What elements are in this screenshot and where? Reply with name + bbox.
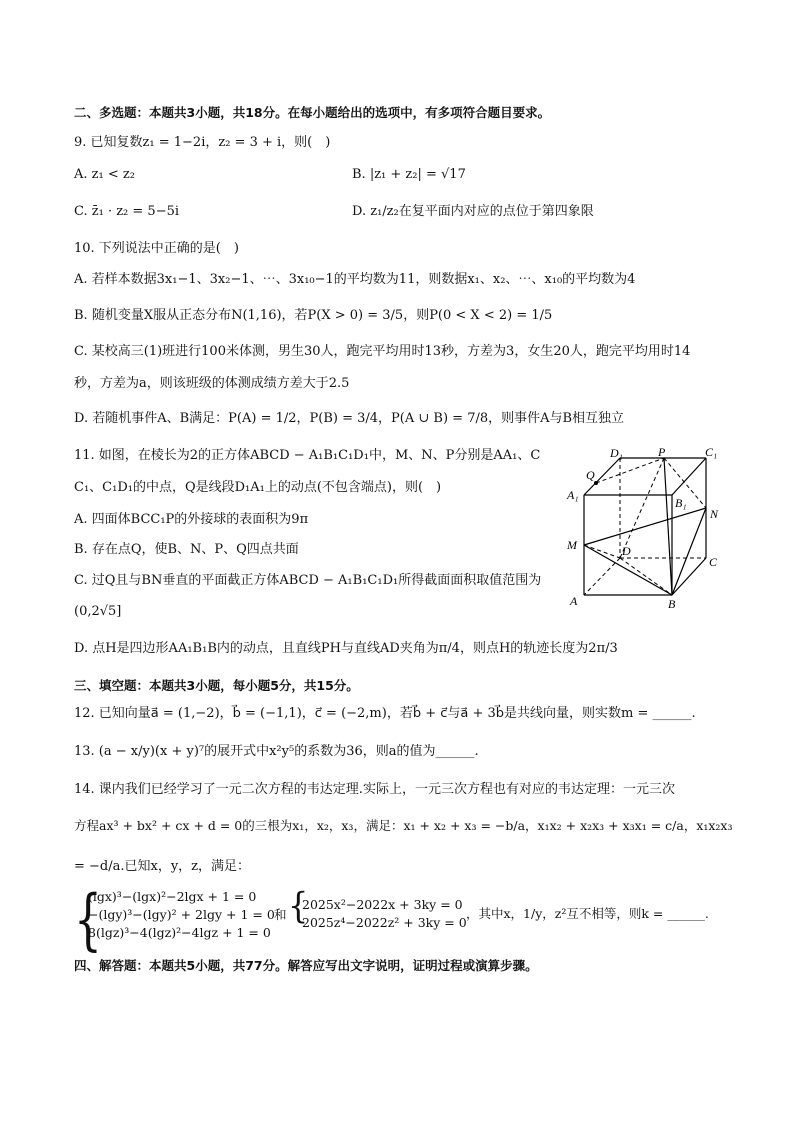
- label-a: A: [570, 594, 578, 608]
- q9-option-a: A. z₁ < z₂: [74, 167, 135, 182]
- q11-stem-line1: 11. 如图，在棱长为2的正方体ABCD − A₁B₁C₁D₁中，M、N、P分别是AA₁、C: [74, 448, 541, 463]
- q9-option-d: D. z₁/z₂在复平面内对应的点位于第四象限: [352, 204, 594, 219]
- section-3-header: 三、填空题：本题共3小题，每小题5分，共15分。: [74, 678, 359, 693]
- q14-equation-system: { (lgx)³−(lgx)²−2lgx + 1 = 0 −(lgy)³−(lgy)² + 2lgy + 1 = 0 8(lgz)³−4(lgz)²−4lgz + 1 = 0 和 { 2025x²−2022x + 3ky = 0 2025z⁴−2022z² + 3ky = 0 ，其中x，1/y，z²互不相等，则k = ______.: [74, 882, 709, 959]
- q11-option-d: D. 点H是四边形AA₁B₁B内的动点，且直线PH与直线AD夹角为π/4，则点H的轨迹长度为2π/3: [74, 641, 618, 656]
- label-b1: B₁: [675, 496, 687, 510]
- q10-option-d: D. 若随机事件A、B满足：P(A) = 1/2，P(B) = 3/4，P(A ∪ B) = 7/8，则事件A与B相互独立: [74, 411, 625, 426]
- q9-stem: 9. 已知复数z₁ = 1−2i，z₂ = 3 + i，则( ): [74, 135, 331, 150]
- q14-line1: 14. 课内我们已经学习了一元二次方程的韦达定理.实际上，一元三次方程也有对应的韦达定理：一元三次: [74, 782, 675, 797]
- q11-stem-line2: C₁、C₁D₁的中点，Q是线段D₁A₁上的动点(不包含端点)，则( ): [74, 480, 442, 495]
- q14-line3: = −d/a.已知x，y，z，满足：: [74, 859, 251, 874]
- system1-eq1: (lgx)³−(lgx)²−2lgx + 1 = 0: [88, 889, 257, 904]
- q11-option-b: B. 存在点Q，使B、N、P、Q四点共面: [74, 542, 299, 557]
- q13-text: 13. (a − x/y)(x + y)⁷的展开式中x²y⁵的系数为36，则a的值为______.: [74, 744, 479, 759]
- q10-stem: 10. 下列说法中正确的是( ): [74, 241, 239, 256]
- q12-text: 12. 已知向量a⃗ = (1,−2)，b⃗ = (−1,1)，c⃗ = (−2,m)，若b⃗ + c⃗与a⃗ + 3b⃗是共线向量，则实数m = ______.: [74, 706, 696, 721]
- q14-tail: ，其中x，1/y，z²互不相等，则k = ______.: [466, 906, 709, 921]
- q11-option-c-line1: C. 过Q且与BN垂直的平面截正方体ABCD − A₁B₁C₁D₁所得截面面积取值范围为: [74, 573, 542, 588]
- system2-eq1: 2025x²−2022x + 3ky = 0: [302, 897, 463, 912]
- q9-option-b: B. |z₁ + z₂| = √17: [352, 167, 466, 182]
- q10-option-a: A. 若样本数据3x₁−1、3x₂−1、⋯、3x₁₀−1的平均数为11，则数据x₁、x₂、⋯、x₁₀的平均数为4: [74, 272, 636, 287]
- q10-option-b: B. 随机变量X服从正态分布N(1,16)，若P(X > 0) = 3/5，则P(0 < X < 2) = 1/5: [74, 308, 553, 323]
- q14-line2: 方程ax³ + bx² + cx + d = 0的三根为x₁，x₂，x₃，满足：x₁ + x₂ + x₃ = −b/a，x₁x₂ + x₂x₃ + x₃x₁ = c/a，x₁x₂x₃: [74, 818, 733, 833]
- label-c1: C₁: [705, 445, 718, 459]
- label-d1: D₁: [610, 446, 623, 460]
- section-2-header: 二、多选题：本题共3小题，共18分。在每小题给出的选项中，有多项符合题目要求。: [74, 105, 551, 120]
- section-4-header: 四、解答题：本题共5小题，共77分。解答应写出文字说明，证明过程或演算步骤。: [74, 958, 538, 973]
- label-n: N: [710, 507, 719, 521]
- label-p: P: [658, 445, 666, 459]
- cube-figure: [560, 445, 730, 615]
- q9-option-c: C. z̄₁ · z₂ = 5−5i: [74, 204, 180, 219]
- label-c: C: [709, 555, 718, 569]
- system2-eq2: 2025z⁴−2022z² + 3ky = 0: [302, 915, 467, 930]
- q10-option-c-line2: 秒，方差为a，则该班级的体测成绩方差大于2.5: [74, 376, 350, 391]
- label-q: Q: [586, 468, 595, 482]
- label-m: M: [567, 538, 577, 552]
- q10-option-c-line1: C. 某校高三(1)班进行100米体测，男生30人，跑完平均用时13秒，方差为3，女生20人，跑完平均用时14: [74, 344, 691, 359]
- system1-eq3: 8(lgz)³−4(lgz)²−4lgz + 1 = 0: [88, 925, 271, 940]
- and-word: 和: [274, 907, 287, 922]
- system1-eq2: −(lgy)³−(lgy)² + 2lgy + 1 = 0: [88, 907, 275, 922]
- label-a1: A₁: [567, 488, 579, 502]
- q11-option-c-line2: (0,2√5]: [74, 604, 122, 619]
- q11-option-a: A. 四面体BCC₁P的外接球的表面积为9π: [74, 512, 309, 527]
- label-b: B: [668, 597, 676, 611]
- label-d: D: [622, 544, 631, 558]
